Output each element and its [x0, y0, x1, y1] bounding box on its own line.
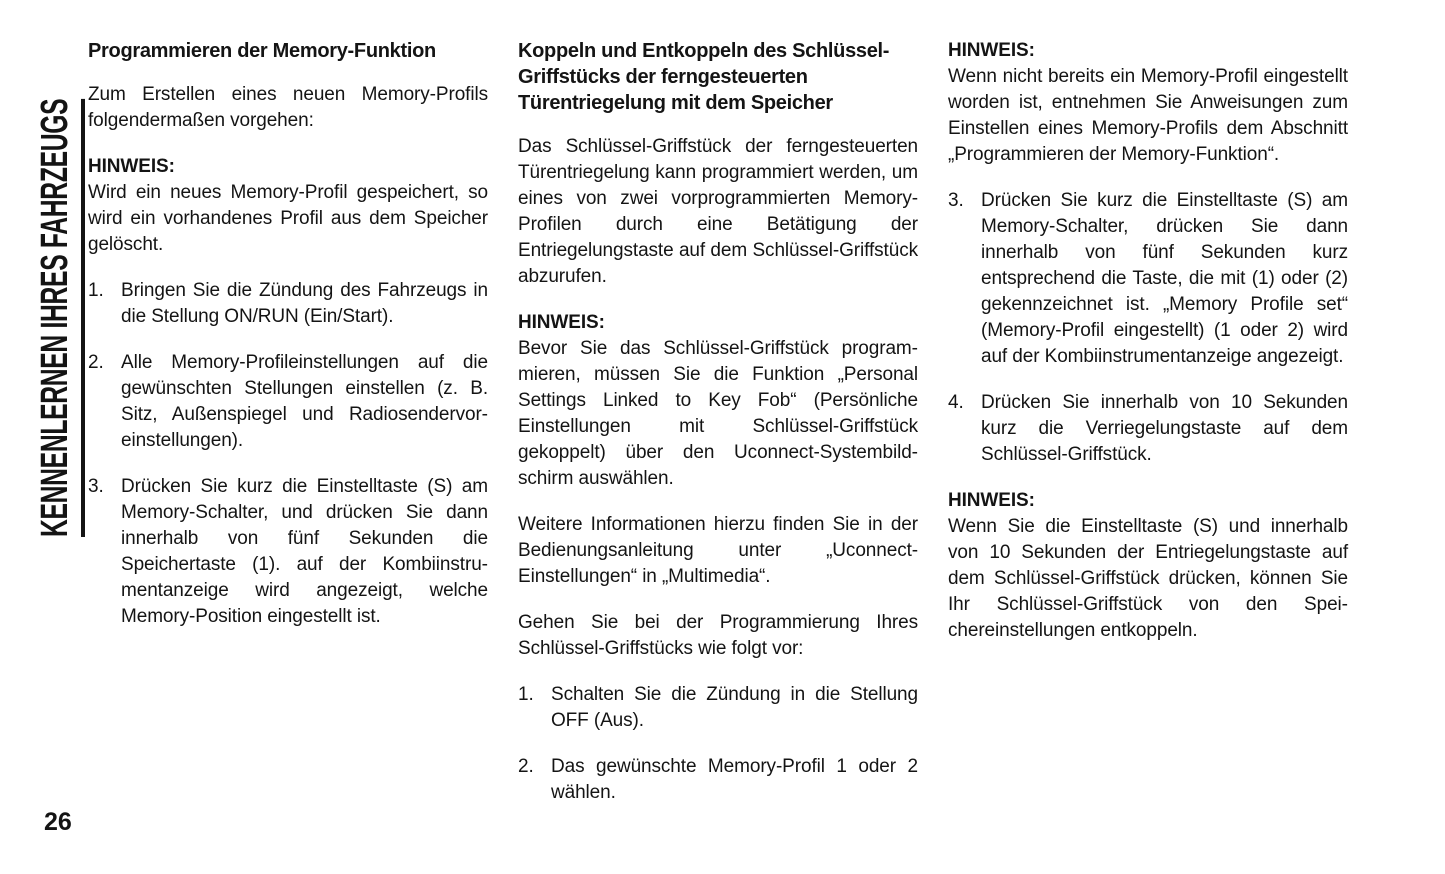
list-item: [88, 350, 488, 454]
item-text: Das gewünschte Memory-Profil 1 oder 2 wählen.: [551, 756, 918, 803]
note-label: HINWEIS:: [948, 40, 1035, 61]
note-block: [518, 310, 918, 492]
item-text: Alle Memory-Profileinstellungen auf die gewünschten Stellungen einstellen (z. B. Sitz, Außenspiegel und Radiosendervoreinstellungen).: [121, 352, 488, 451]
item-text: Bringen Sie die Zündung des Fahrzeugs in die Stellung ON/RUN (Ein/Start).: [121, 280, 488, 327]
paragraph: Weitere Informationen hierzu finden Sie in der Bedienungsanleitung unter „Uconnect-Einstellungen“ in „Multimedia“.: [518, 514, 918, 587]
page-number: 26: [44, 808, 72, 836]
list-item: [88, 474, 488, 630]
item-number: 1.: [518, 684, 534, 705]
column-1: [88, 38, 488, 806]
content-columns: [88, 38, 1348, 806]
note-label: HINWEIS:: [518, 312, 605, 333]
chapter-title-vertical: KENNENLERNEN IHRES FAHRZEUGS: [36, 99, 85, 537]
column-2: [518, 38, 918, 806]
note-block: [88, 154, 488, 258]
item-number: 3.: [948, 190, 964, 211]
list-item: [948, 188, 1348, 370]
item-number: 2.: [88, 352, 104, 373]
list-item: [948, 390, 1348, 468]
item-number: 4.: [948, 392, 964, 413]
item-text: Drücken Sie kurz die Einstelltaste (S) am Memory-Schalter, und drücken Sie dann innerhalb von fünf Sekunden die Speichertaste (1). auf der Kombiinstrumentanzeige wird angezeigt, welche Memory-Position eingestellt ist.: [121, 476, 488, 627]
item-text: Drücken Sie kurz die Einstelltaste (S) am Memory-Schalter, drücken Sie dann innerhalb von fünf Sekunden kurz entsprechend die Taste, die mit (1) oder (2) gekennzeichnet ist. „Memory Profile set“ (Memory-Profil eingestellt) (1 oder 2) wird auf der Kombiinstrumentanzeige angezeigt.: [981, 190, 1348, 367]
item-text: Drücken Sie innerhalb von 10 Sekunden kurz die Verriegelungstaste auf dem Schlüssel-Griffstück.: [981, 392, 1348, 465]
note-label: HINWEIS:: [948, 490, 1035, 511]
section-heading-memory-funktion: Programmieren der Memory-Funktion: [88, 40, 436, 62]
list-item: [88, 278, 488, 330]
note-block: [948, 488, 1348, 644]
item-number: 2.: [518, 756, 534, 777]
section-heading-koppeln: Koppeln und Entkoppeln des Schlüssel-Griffstücks der ferngesteuerten Türentriegelung mit dem Speicher: [518, 40, 890, 114]
paragraph: Gehen Sie bei der Programmierung Ihres Schlüssel-Griffstücks wie folgt vor:: [518, 612, 918, 659]
note-text: Wird ein neues Memory-Profil gespeichert, so wird ein vorhandenes Profil aus dem Speicher gelöscht.: [88, 182, 488, 255]
paragraph-intro: Zum Erstellen eines neuen Memory-Profils folgendermaßen vorgehen:: [88, 84, 488, 131]
column-3: [948, 38, 1348, 806]
note-text: Wenn Sie die Einstelltaste (S) und innerhalb von 10 Sekunden der Entriegelungstaste auf dem Schlüssel-Griffstück drücken, können Sie Ihr Schlüssel-Griffstück von den Speichereinstellungen entkoppeln.: [948, 516, 1348, 641]
paragraph: Das Schlüssel-Griffstück der ferngesteuerten Türentriegelung kann programmiert werden, um eines von zwei vorprogrammierten Memory-Profilen durch eine Betätigung der Entriegelungstaste auf dem Schlüssel-Griffstück abzurufen.: [518, 136, 918, 287]
note-label: HINWEIS:: [88, 156, 175, 177]
note-text: Bevor Sie das Schlüssel-Griffstück programmieren, müssen Sie die Funktion „Personal Settings Linked to Key Fob“ (Persönliche Einstellungen mit Schlüssel-Griffstück gekoppelt) über den Uconnect-Systembildschirm auswählen.: [518, 338, 918, 489]
note-text: Wenn nicht bereits ein Memory-Profil eingestellt worden ist, entnehmen Sie Anweisungen zum Einstellen eines Memory-Profils dem Abschnitt „Programmieren der Memory-Funktion“.: [948, 66, 1348, 165]
item-text: Schalten Sie die Zündung in die Stellung OFF (Aus).: [551, 684, 918, 731]
list-item: [518, 754, 918, 806]
list-item: [518, 682, 918, 734]
item-number: 3.: [88, 476, 104, 497]
item-number: 1.: [88, 280, 104, 301]
note-block: [948, 38, 1348, 168]
